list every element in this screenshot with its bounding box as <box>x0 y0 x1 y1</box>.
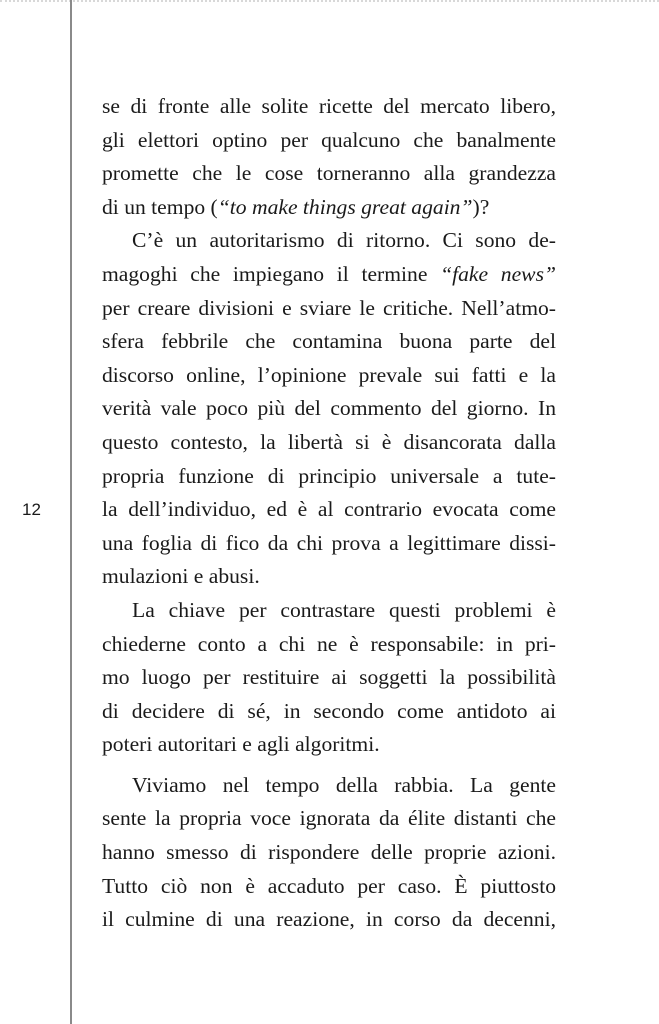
text-run: propria funzione di principio universale a tute- <box>102 463 556 488</box>
text-line <box>102 258 556 292</box>
text-line <box>102 426 556 460</box>
italic-phrase: “to make things great again” <box>217 194 473 219</box>
text-line <box>102 392 556 426</box>
text-run: per creare divisioni e sviare le critiche. Nell’atmo- <box>102 295 556 320</box>
text-run: gli elettori optino per qualcuno che banalmente <box>102 127 556 152</box>
text-run: chiederne conto a chi ne è responsabile: in pri- <box>102 631 556 656</box>
page-top-edge <box>0 0 659 2</box>
text-run: mo luogo per restituire ai soggetti la possibilità <box>102 665 556 690</box>
italic-phrase: “fake news” <box>440 261 556 286</box>
text-run: verità vale poco più del commento del giorno. In <box>102 396 556 421</box>
text-line <box>102 325 556 359</box>
text-line <box>102 870 556 904</box>
text-line <box>102 292 556 326</box>
text-run: promette che le cose torneranno alla grandezza <box>102 161 556 186</box>
text-line <box>102 224 556 258</box>
body-text <box>102 90 556 937</box>
text-line <box>102 728 556 762</box>
text-run: il culmine di una reazione, in corso da decenni, <box>102 907 556 932</box>
text-line <box>102 695 556 729</box>
text-line <box>102 157 556 191</box>
text-run: la dell’individuo, ed è al contrario evocata come <box>102 497 556 522</box>
text-line <box>102 560 556 594</box>
text-line <box>102 493 556 527</box>
text-run: questo contesto, la libertà si è disancorata dalla <box>102 429 556 454</box>
text-run: magoghi che impiegano il termine <box>102 261 441 286</box>
text-run: di decidere di sé, in secondo come antidoto ai <box>102 698 556 723</box>
text-run: C’è un autoritarismo di ritorno. Ci sono de- <box>132 228 556 253</box>
text-run: La chiave per contrastare questi problemi è <box>132 597 556 622</box>
text-run: sente la propria voce ignorata da élite distanti che <box>102 806 556 831</box>
text-run: poteri autoritari e agli algoritmi. <box>102 732 380 757</box>
text-line <box>102 769 556 803</box>
text-run: discorso online, l’opinione prevale sui fatti e la <box>102 362 556 387</box>
text-run: sfera febbrile che contamina buona parte del <box>102 329 556 354</box>
text-line <box>102 802 556 836</box>
text-line <box>102 903 556 937</box>
text-run: )? <box>472 194 490 219</box>
text-line <box>102 90 556 124</box>
text-line <box>102 836 556 870</box>
text-run: Tutto ciò non è accaduto per caso. È piuttosto <box>102 873 556 898</box>
text-run: una foglia di fico da chi prova a legittimare dissi- <box>102 530 556 555</box>
text-line <box>102 661 556 695</box>
text-line <box>102 594 556 628</box>
text-run: hanno smesso di rispondere delle proprie azioni. <box>102 840 556 865</box>
text-line <box>102 191 556 225</box>
text-line <box>102 124 556 158</box>
text-line <box>102 628 556 662</box>
text-run: mulazioni e abusi. <box>102 564 260 589</box>
text-run: di un tempo ( <box>102 194 218 219</box>
page-number: 12 <box>22 500 41 519</box>
text-line <box>102 359 556 393</box>
page-binding-rule <box>70 0 72 1024</box>
text-line <box>102 460 556 494</box>
text-run: Viviamo nel tempo della rabbia. La gente <box>132 772 556 797</box>
text-run: se di fronte alle solite ricette del mercato libero, <box>102 94 556 118</box>
text-line <box>102 527 556 561</box>
